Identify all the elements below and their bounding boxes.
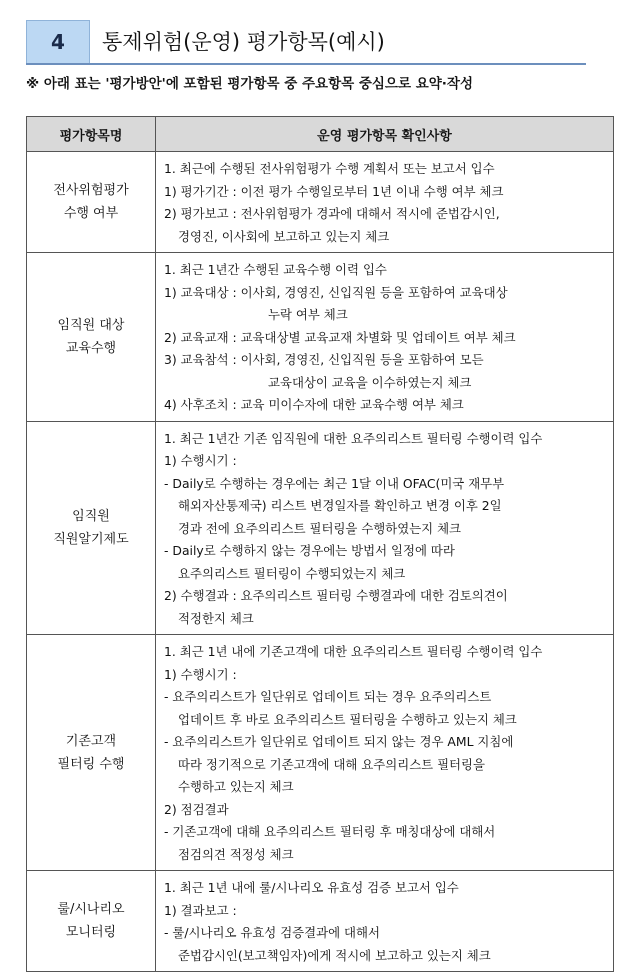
- check-line: 1. 최근 1년 내에 기존고객에 대한 요주의리스트 필터링 수행이력 입수: [164, 644, 543, 659]
- item-name-line: 직원알기제도: [53, 531, 129, 547]
- check-line: 적정한지 체크: [178, 610, 254, 626]
- check-items-cell: [156, 253, 614, 422]
- check-line: 준법감시인(보고책임자)에게 적시에 보고하고 있는지 체크: [178, 947, 491, 963]
- column-header-item-name: 평가항목명: [27, 117, 156, 152]
- check-line: 해외자산통제국) 리스트 변경일자를 확인하고 변경 이후 2일: [178, 498, 502, 513]
- check-line: 2) 수행결과 : 요주의리스트 필터링 수행결과에 대한 검토의견이: [164, 588, 508, 603]
- check-items-cell: [156, 871, 614, 972]
- item-name-line: 임직원: [72, 508, 110, 524]
- item-name-line: 모니터링: [65, 925, 117, 940]
- section-title: 통제위험(운영) 평가항목(예시): [102, 30, 385, 54]
- item-name-line: 교육수행: [65, 340, 117, 356]
- check-line: - 요주의리스트가 일단위로 업데이트 되지 않는 경우 AML 지침에: [164, 734, 514, 749]
- check-line: - Daily로 수행하는 경우에는 최근 1달 이내 OFAC(미국 재무부: [164, 475, 505, 491]
- table-row: [27, 871, 614, 972]
- item-name-line: 임직원 대상: [57, 317, 125, 333]
- check-line: 3) 교육참석 : 이사회, 경영진, 신입직원 등을 포함하여 모든: [164, 352, 484, 367]
- check-line: 업데이트 후 바로 요주의리스트 필터링을 수행하고 있는지 체크: [178, 711, 517, 727]
- column-header-check-items: 운영 평가항목 확인사항: [156, 117, 614, 152]
- item-name-cell: [27, 152, 156, 253]
- check-line: 따라 정기적으로 기존고객에 대해 요주의리스트 필터링을: [178, 756, 485, 772]
- header-underline: [26, 63, 586, 65]
- item-name-cell: [27, 635, 156, 871]
- check-line: 1) 평가기간 : 이전 평가 수행일로부터 1년 이내 수행 여부 체크: [164, 183, 504, 199]
- item-name-line: 필터링 수행: [57, 756, 125, 772]
- item-name-line: 수행 여부: [63, 206, 119, 221]
- check-line: 1) 수행시기 :: [164, 453, 237, 468]
- check-line: 점검의견 적정성 체크: [178, 846, 294, 862]
- check-line: 교육대상이 교육을 이수하였는지 체크: [268, 374, 472, 390]
- item-name-line: 룰/시나리오: [57, 902, 125, 917]
- table-row: [27, 253, 614, 422]
- check-line: 1. 최근 1년간 수행된 교육수행 이력 입수: [164, 262, 387, 277]
- check-line: 경과 전에 요주의리스트 필터링을 수행하였는지 체크: [178, 520, 462, 536]
- section-number-badge: 4: [26, 20, 90, 64]
- table-header-row: [27, 117, 614, 152]
- table-row: [27, 152, 614, 253]
- check-line: 1. 최근에 수행된 전사위험평가 수행 계획서 또는 보고서 입수: [164, 161, 495, 176]
- check-items-cell: [156, 152, 614, 253]
- check-line: 2) 교육교재 : 교육대상별 교육교재 차별화 및 업데이트 여부 체크: [164, 329, 516, 345]
- check-line: - 요주의리스트가 일단위로 업데이트 되는 경우 요주의리스트: [164, 689, 492, 704]
- check-line: - Daily로 수행하지 않는 경우에는 방법서 일정에 따라: [164, 543, 455, 558]
- check-line: 경영진, 이사회에 보고하고 있는지 체크: [178, 228, 390, 244]
- check-line: 누락 여부 체크: [268, 307, 348, 322]
- item-name-line: 전사위험평가: [53, 183, 129, 198]
- check-items-cell: [156, 421, 614, 635]
- item-name-cell: [27, 253, 156, 422]
- check-line: 수행하고 있는지 체크: [178, 779, 294, 794]
- check-line: 1) 결과보고 :: [164, 902, 237, 918]
- check-line: 1) 교육대상 : 이사회, 경영진, 신입직원 등을 포함하여 교육대상: [164, 284, 508, 300]
- table-row: [27, 421, 614, 635]
- check-line: 1. 최근 1년 내에 룰/시나리오 유효성 검증 보고서 입수: [164, 880, 459, 895]
- summary-note: ※ 아래 표는 '평가방안'에 포함된 평가항목 중 주요항목 중심으로 요약·작성: [26, 76, 474, 92]
- check-line: 1. 최근 1년간 기존 임직원에 대한 요주의리스트 필터링 수행이력 입수: [164, 430, 543, 446]
- item-name-cell: [27, 421, 156, 635]
- check-line: 요주의리스트 필터링이 수행되었는지 체크: [178, 565, 406, 581]
- check-line: - 기존고객에 대해 요주의리스트 필터링 후 매칭대상에 대해서: [164, 824, 496, 839]
- item-name-line: 기존고객: [65, 733, 117, 749]
- check-line: 2) 점검결과: [164, 801, 229, 817]
- evaluation-table: [26, 116, 614, 972]
- check-line: 2) 평가보고 : 전사위험평가 경과에 대해서 적시에 준법감시인,: [164, 206, 500, 221]
- check-items-cell: [156, 635, 614, 871]
- section-header: [26, 20, 616, 64]
- check-line: 1) 수행시기 :: [164, 666, 237, 682]
- check-line: - 룰/시나리오 유효성 검증결과에 대해서: [164, 925, 380, 940]
- check-line: 4) 사후조치 : 교육 미이수자에 대한 교육수행 여부 체크: [164, 397, 464, 412]
- table-row: [27, 635, 614, 871]
- item-name-cell: [27, 871, 156, 972]
